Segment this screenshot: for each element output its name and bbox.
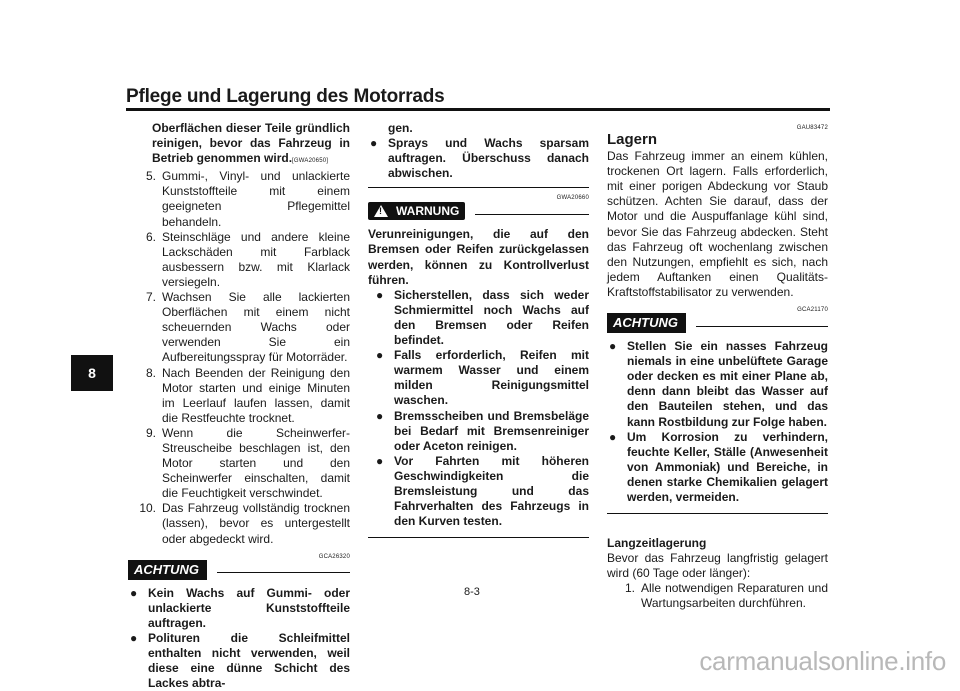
list-item: ● Um Korrosion zu verhindern, feuchte Keller, Ställe (Anwesenheit von Ammoniak) und Bereiche, in denen starke Chemikalien gelagert werden, vermeiden. <box>609 429 828 504</box>
bullet-icon: ● <box>376 348 384 363</box>
list-item: ● Polituren die Schleifmittel enthalten nicht verwenden, weil diese eine dünne Schicht des Lackes abtra- <box>130 630 350 691</box>
achtung-notice-header <box>128 560 350 580</box>
divider <box>217 572 350 573</box>
achtung-bullets <box>128 586 350 691</box>
bullet-icon: ● <box>130 630 138 645</box>
list-item: ● Sicherstellen, dass sich weder Schmiermittel noch Wachs auf den Bremsen oder Reifen befindet. <box>376 287 589 348</box>
achtung-label: ACHTUNG <box>607 313 686 333</box>
watermark: carmanualsonline.info <box>699 646 946 676</box>
bullet-icon: ● <box>609 429 617 444</box>
list-item: ● Vor Fahrten mit höheren Geschwindigkeiten die Bremsleistung und das Fahrverhalten des Fahrzeugs in den Kurven testen. <box>376 453 589 529</box>
notice-code: GCA21170 <box>797 307 828 314</box>
achtung-bullets <box>607 339 828 505</box>
subsection-title: Langzeitlagerung <box>607 536 707 551</box>
section-title: Lagern <box>607 131 658 148</box>
page-number: 8-3 <box>464 586 480 598</box>
list-item: ● Bremsscheiben und Bremsbeläge bei Bedarf mit Bremsenreiniger oder Aceton reinigen. <box>376 408 589 453</box>
section-paragraph: Das Fahrzeug immer an einem kühlen, trockenen Ort lagern. Falls erforderlich, mit einer porigen Abdeckung vor Staub schützen. Achten Sie darauf, dass der Motor und die Auspuffanlage kühl sind, bevor Sie das Fahrzeug abdecken. Steht das Fahrzeug oft wochenlang zwischen den Nutzungen, empfiehlt es sich, nach jedem Auftanken einen Qualitäts-Kraftstoffstabilisator zu verwenden. <box>607 149 828 299</box>
divider <box>475 214 589 215</box>
warning-code: [GWA20650] <box>292 158 329 165</box>
bullet-icon: ● <box>130 585 138 600</box>
list-item: 10. Das Fahrzeug vollständig trocknen (lassen), bevor es untergestellt oder abgedeckt wird. <box>139 501 350 546</box>
list-item: ● Stellen Sie ein nasses Fahrzeug niemals in eine unbelüftete Garage oder decken es mit einer Plane ab, denn dann bleibt das Wasser auf den Bauteilen stehen, und das kann Rostbildung zur Folge haben. <box>609 339 828 429</box>
warnung-label: ! WARNUNG <box>368 202 465 220</box>
achtung-label: ACHTUNG <box>128 560 207 580</box>
list-item: 5. Gummi-, Vinyl- und unlackierte Kunststoffteile mit einem geeigneten Pflegemittel behandeln. <box>145 169 350 229</box>
steps-list <box>128 169 350 546</box>
page-title: Pflege und Lagerung des Motorrads <box>126 86 445 107</box>
bullet-icon: ● <box>376 453 384 468</box>
notice-code: GCA26320 <box>318 553 350 560</box>
list-item: 9. Wenn die Scheinwerfer-Streuscheibe beschlagen ist, den Motor starten und den Scheinwerfer einschalten, damit die Feuchtigkeit verschwindet. <box>145 425 350 501</box>
list-item: 1. Alle notwendigen Reparaturen und Wartungsarbeiten durchführen. <box>624 581 828 611</box>
column-2 <box>368 121 589 538</box>
bullet-continuation: gen. <box>388 121 413 135</box>
warning-triangle-icon: ! <box>374 205 388 217</box>
list-item: ● Falls erforderlich, Reifen mit warmem Wasser und einem milden Reinigungsmittel waschen. <box>376 348 589 408</box>
list-item: ● Sprays und Wachs sparsam auftragen. Überschuss danach abwischen. <box>370 136 589 181</box>
notice-code: GWA20660 <box>556 195 589 202</box>
list-item: 6. Steinschläge und andere kleine Lackschäden mit Farblack ausbessern bzw. mit Klarlack versiegeln. <box>145 229 350 289</box>
achtung-notice-header <box>607 313 828 333</box>
divider <box>368 187 589 188</box>
bullet-icon: ● <box>376 408 384 423</box>
bullet-icon: ● <box>609 339 617 354</box>
chapter-tab: 8 <box>71 355 113 391</box>
divider <box>607 513 828 514</box>
subsection-paragraph: Bevor das Fahrzeug langfristig gelagert wird (60 Tage oder länger): <box>607 551 828 581</box>
header-rule <box>126 108 830 111</box>
list-item: 7. Wachsen Sie alle lackierten Oberflächen mit einem nicht scheuernden Wachs oder verwenden Sie ein Aufbereitungsspray für Motorräder. <box>145 290 350 365</box>
column-3 <box>607 121 828 612</box>
warnung-notice-header <box>368 201 589 221</box>
list-item: 8. Nach Beenden der Reinigung den Motor starten und einige Minuten im Leerlauf laufen lassen, damit die Restfeuchte trocknet. <box>145 365 350 425</box>
divider <box>368 537 589 538</box>
warning-continuation <box>128 121 350 169</box>
warning-continuation-text: Oberflächen dieser Teile gründlich reinigen, bevor das Fahrzeug in Betrieb genommen wird. <box>152 121 350 166</box>
divider <box>696 326 828 327</box>
bullet-icon: ● <box>376 287 384 302</box>
warning-bullets <box>368 288 589 530</box>
bullet-icon: ● <box>370 136 378 151</box>
section-code: GAU83472 <box>796 125 828 131</box>
warning-lead: Verunreinigungen, die auf den Bremsen oder Reifen zurückgelassen werden, können zu Kontrollverlust führen. <box>368 227 589 287</box>
column-1 <box>128 121 350 691</box>
list-item: ● Kein Wachs auf Gummi- oder unlackierte Kunststoffteile auftragen. <box>130 585 350 630</box>
